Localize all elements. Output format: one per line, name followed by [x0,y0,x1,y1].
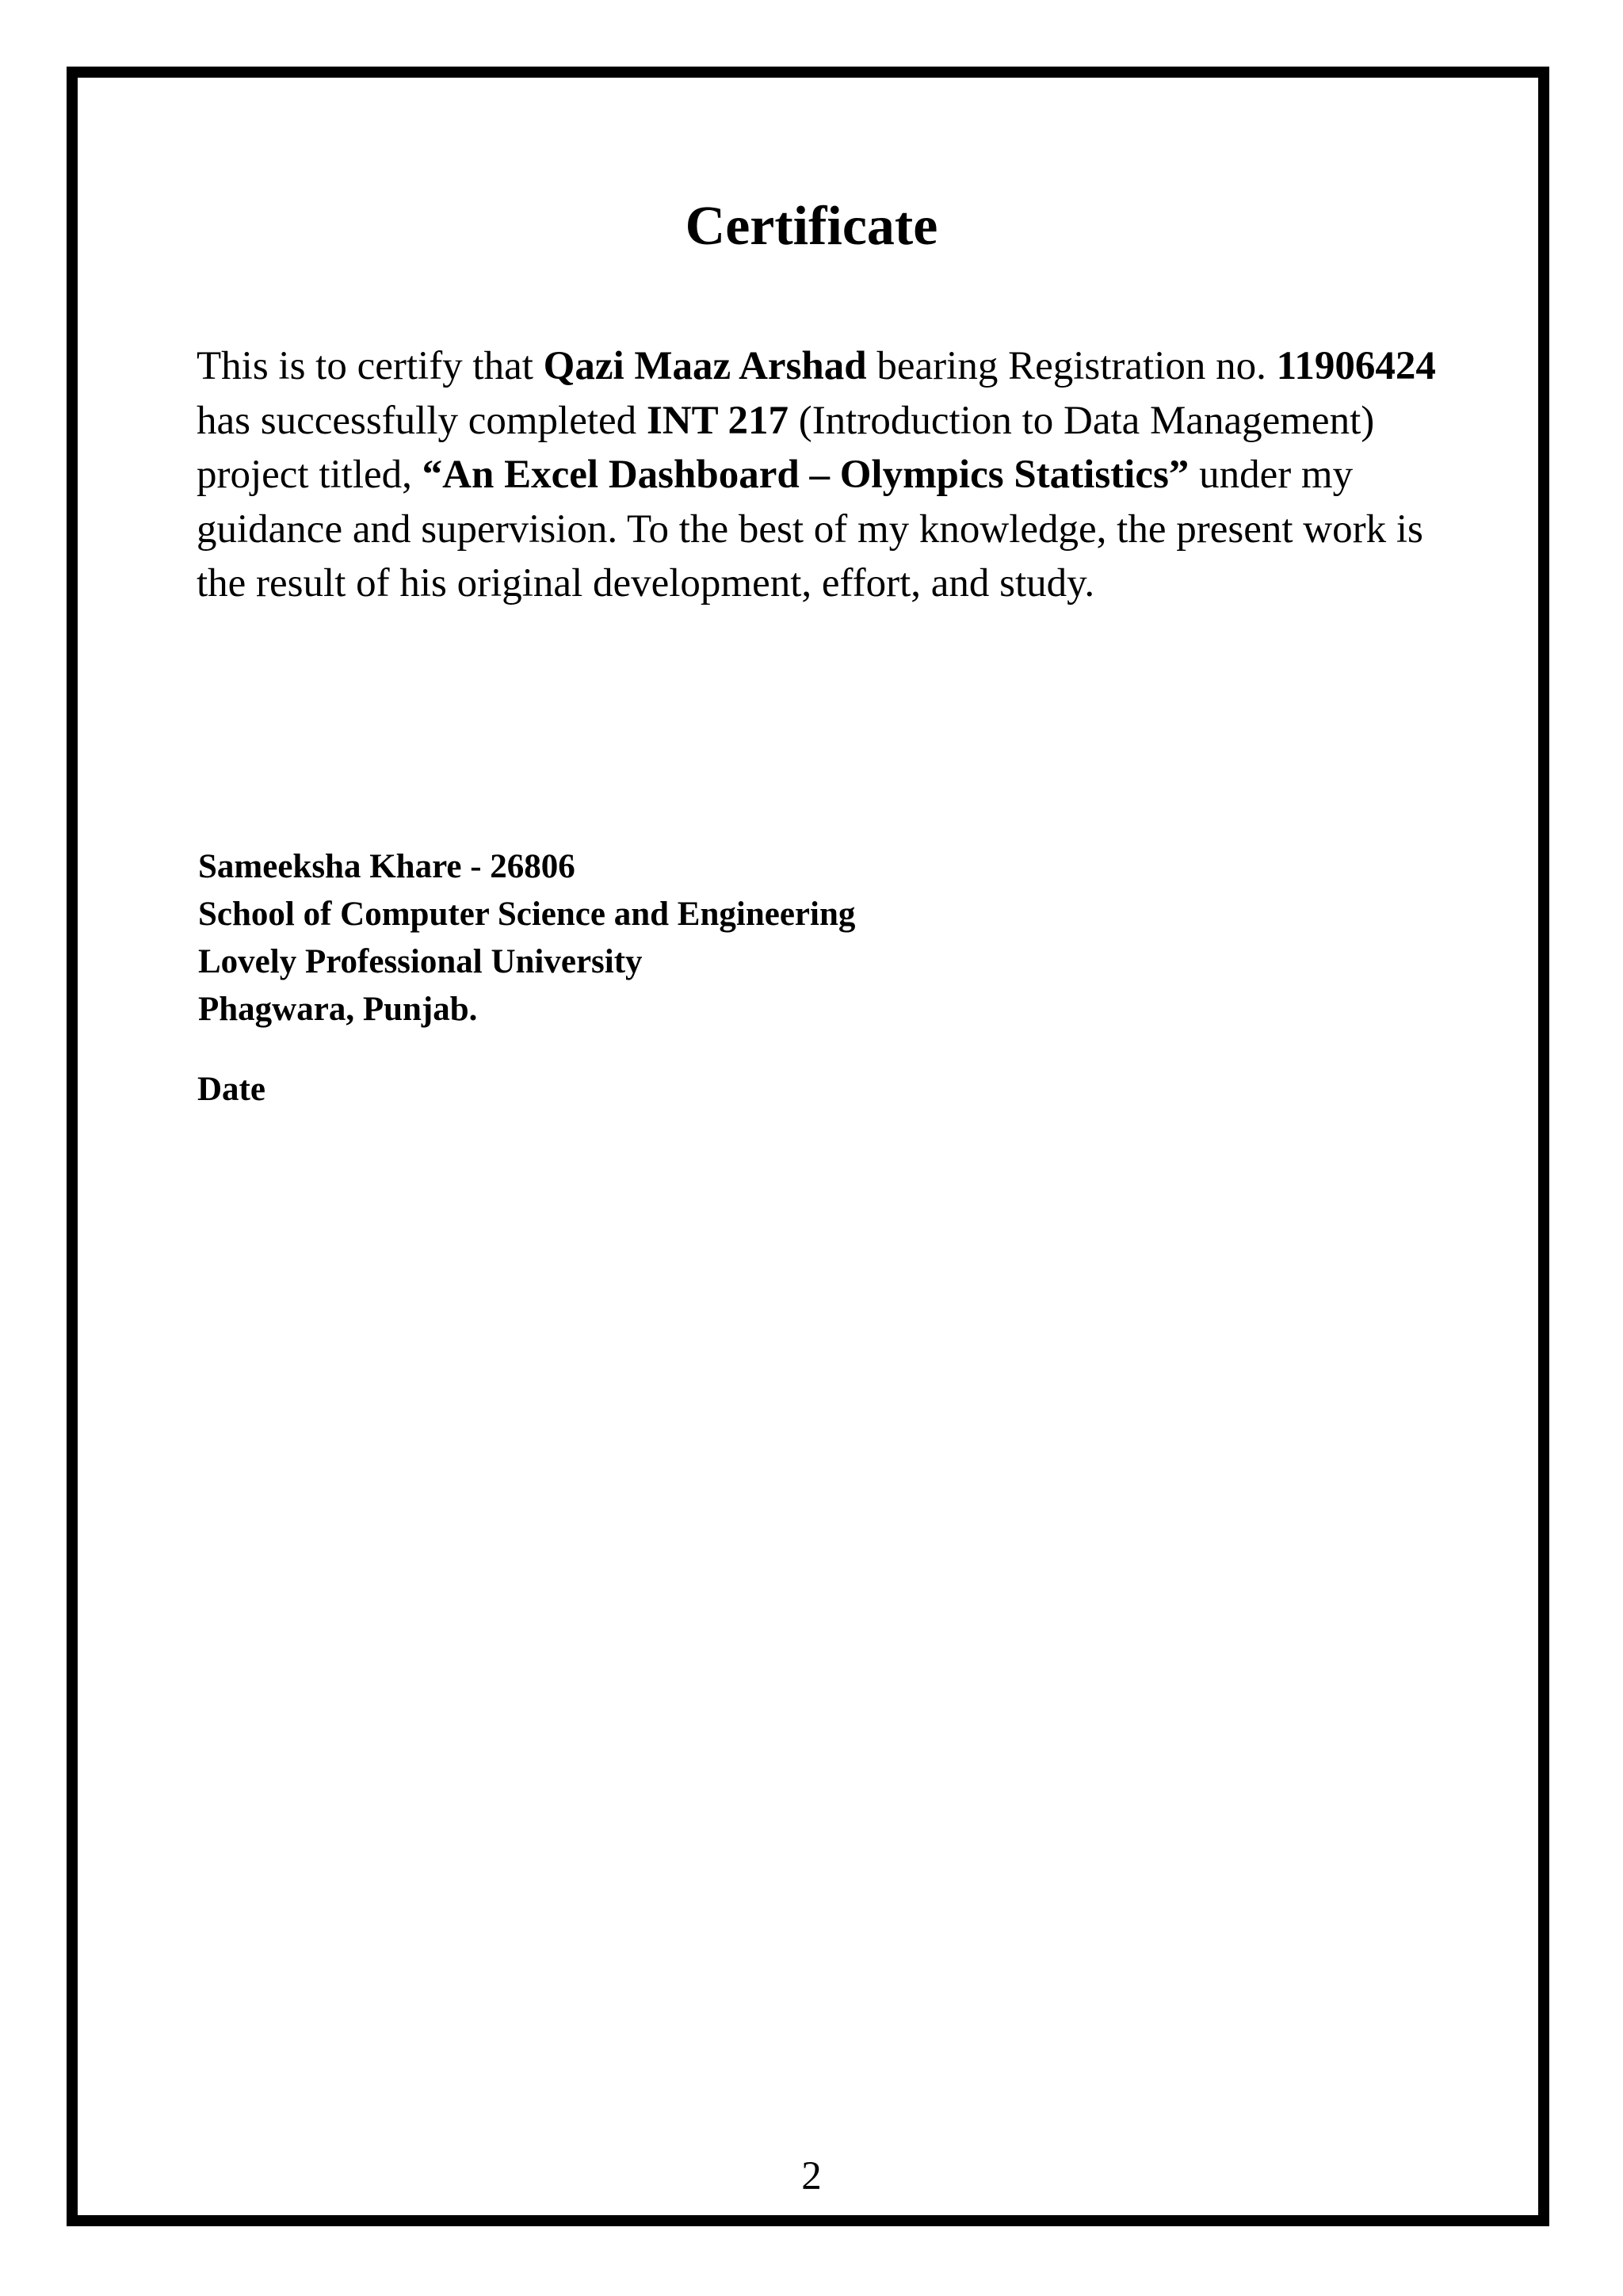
body-text-5: under my guidance and supervision. To the best of my knowledge, the present work is the result of his original development, effort, and study. [197,453,1423,606]
signatory-location: Phagwara, Punjab. [198,991,478,1028]
signatory-university: Lovely Professional University [198,943,643,980]
body-text-4: (Introduction to Data Management) project titled, [197,398,1375,497]
page-number: 2 [801,2154,822,2199]
certificate-body [197,339,1449,611]
date-label: Date [197,1071,265,1108]
certificate-title: Certificate [685,196,938,257]
body-text-3: has successfully completed [197,398,647,443]
course-code: INT 217 [646,398,789,443]
body-text-1: This is to certify that [197,344,544,388]
signatory-school: School of Computer Science and Engineering [198,896,856,933]
student-name: Qazi Maaz Arshad [543,344,867,388]
body-text-2: bearing Registration no. [866,344,1277,388]
signatory-block [198,843,1308,1033]
project-title: “An Excel Dashboard – Olympics Statistics” [422,453,1190,497]
signatory-name: Sameeksha Khare - 26806 [198,848,575,885]
registration-number: 11906424 [1276,344,1436,388]
